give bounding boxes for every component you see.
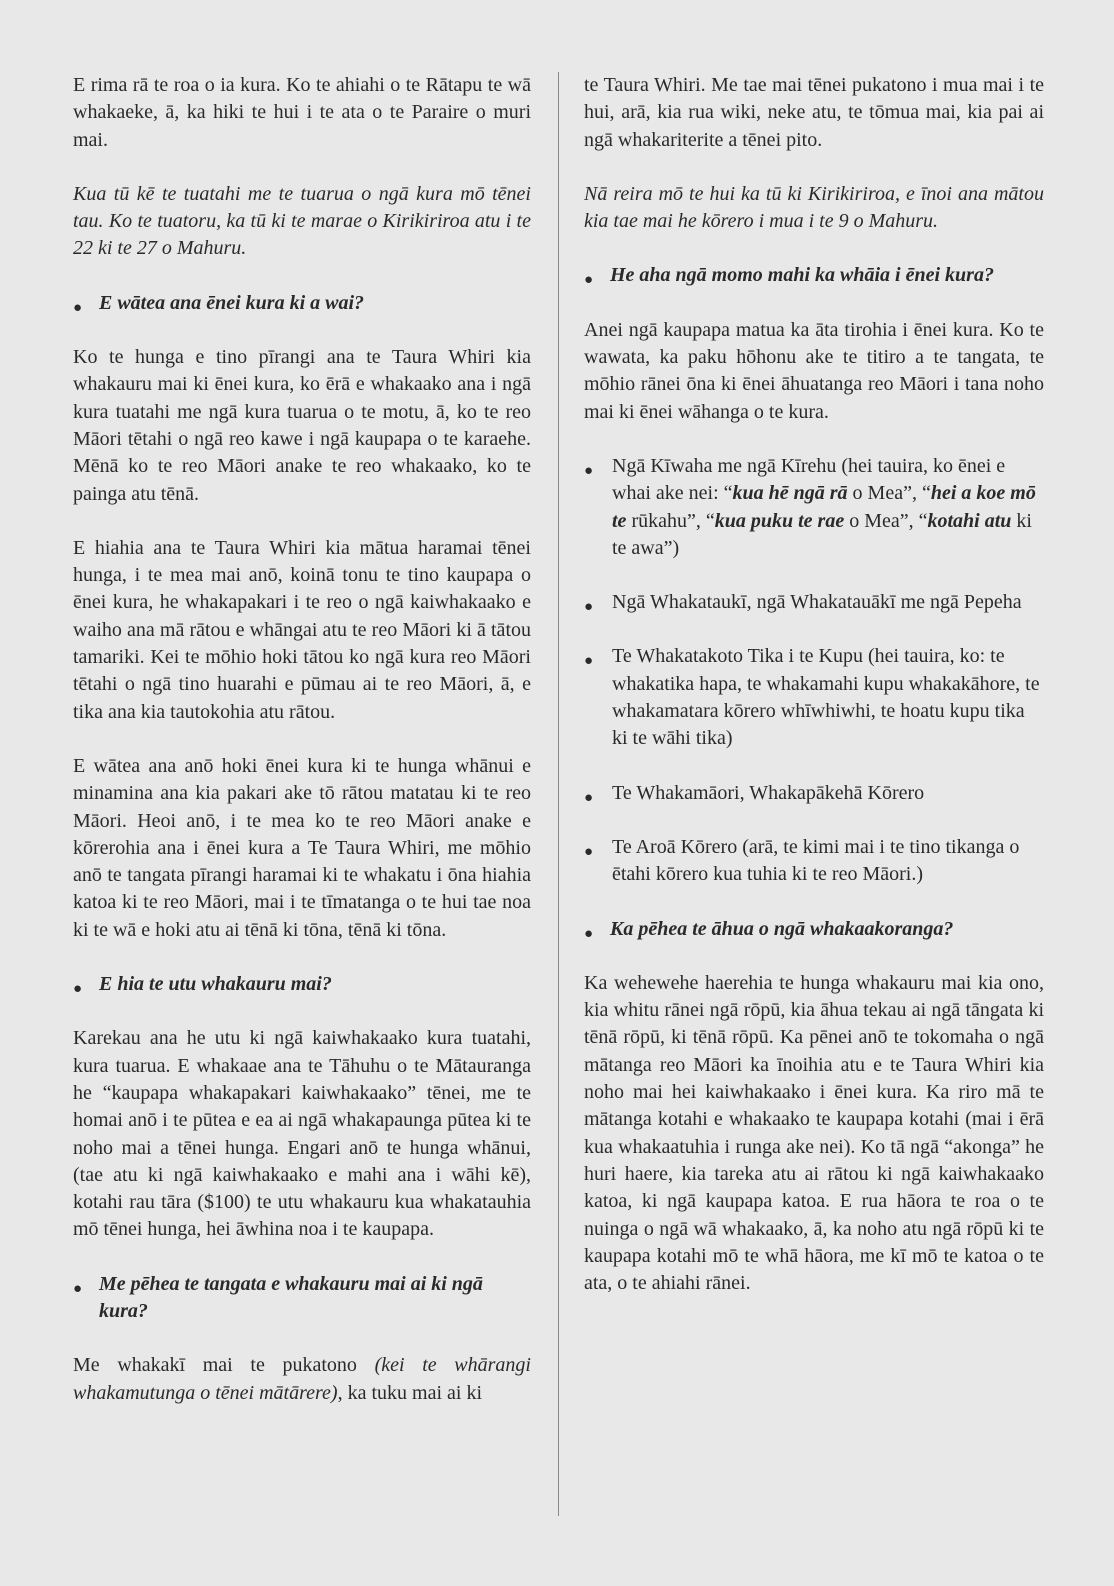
bullet-icon: ●	[584, 843, 594, 860]
bullet-icon: ●	[584, 653, 594, 670]
paragraph-general-public: E wātea ana anō hoki ēnei kura ki te hunga whānui e minamina ana kia pakari ake tō rātou matatau ki te reo Māori. Heoi anō, i te mea ko te reo Māori anake e kōrerohia ana i ēnei kura a Te Taura Whiri, me mōhio anō te tangata pīrangi haramai ki te whakatu i ōna hiahia katoa ki te reo Māori, mai i te tīmatanga o te hui tae noa ki te wā e hoki atu ai tēnā ki tōna, tēnā ki tōna.	[73, 754, 531, 941]
paragraph-schedule: Kua tū kē te tuatahi me te tuarua o ngā kura mō tēnei tau. Ko te tuatoru, ka tū ki te marae o Kirikiriroa atu i te 22 ki te 27 o Mahuru.	[73, 182, 531, 260]
heading-who-eligible: ● E wātea ana ēnei kura ki a wai?	[73, 290, 531, 317]
paragraph-purpose: E hiahia ana te Taura Whiri kia mātua haramai tēnei hunga, i te mea mai anō, koinā tonu te tino kaupapa o ēnei kura, he whakapakari i te reo o ngā kaiwhakaako e waiho ana mā rātou e whāngai atu te reo Māori ki ā tātou tamariki. Kei te mōhio hoki tātou ko ngā kura reo Māori tētahi o ngā tino huarahi e pūmau ai te reo Māori, ā, e tika ana kia tautokohia atu rātou.	[73, 536, 531, 723]
paragraph-form-deadline: te Taura Whiri. Me tae mai tēnei pukatono i mua mai i te hui, arā, kia rua wiki, neke atu, te tōmua mai, kia pai ai ngā whakariterite a tēnei pito.	[584, 74, 1044, 151]
bullet-icon: ●	[584, 925, 594, 942]
bullet-icon: ●	[73, 981, 83, 998]
heading-how-to-enrol: ● Me pēhea te tangata e whakauru mai ai ki ngā kura?	[73, 1272, 483, 1322]
paragraph-groups: Ka wehewehe haerehia te hunga whakauru mai kia ono, kia whitu rānei ngā rōpū, kia āhua tekau ai ngā tāngata ki tēnā rōpū, ki tēnā rōpū. Ka pēnei anō te tokomaha o ngā mātanga reo Māori ka īnoihia atu e te Taura Whiri kia noho mai hei kaiwhakaako i ēnei kura. Ka riro mā te mātanga kotahi e whakaako te kaupapa kotahi (mai i ērā kua whakaatuhia i runga ake nei). Ko tā ngā “akonga” he huri haere, kia tareka atu ai rātou ki ngā kaiwhakaako katoa, ki ngā kaupapa katoa. E rua hāora te roa o te nuinga o ngā wā whakaako, ā, ka noho atu ngā rōpū ki te kaupapa kotahi mō te whā hāora, me kī mō te katoa o te ata, o te ahiahi rānei.	[584, 971, 1044, 1295]
bullet-icon: ●	[584, 789, 594, 806]
paragraph-target-group: Ko te hunga e tino pīrangi ana te Taura Whiri kia whakauru mai ki ēnei kura, ko ērā e whakaako ana i ngā kura tuatahi me ngā kura tuarua o te motu, ā, ko te reo Māori tētahi o ngā reo kawe i ngā kaupapa o te karaehe. Mēnā ko te reo Māori anake te reo whakaako, ko te painga atu tēnā.	[73, 346, 531, 505]
bullet-icon: ●	[584, 272, 594, 289]
heading-teaching-format: ● Ka pēhea te āhua o ngā whakaakoranga?	[584, 916, 1044, 943]
bullet-icon: ●	[73, 1280, 83, 1297]
paragraph-fee: Karekau ana he utu ki ngā kaiwhakaako kura tuatahi, kura tuarua. E whakaae ana te Tāhuhu o te Mātauranga he “kaupapa whakapakari kaiwhakaako” tēnei, me te homai anō i te pūtea e ea ai ngā whakapaunga pūtea ki te noho mai a tēnei hunga. Engari anō te hunga whānui, (tae atu ki ngā kaiwhakaako e mahi ana i wāhi kē), kotahi rau tāra ($100) te utu whakauru kua whakatauhia mō tēnei hunga, hei āwhina noa i te kaupapa.	[73, 1027, 531, 1241]
list-item: ● Ngā Kīwaha me ngā Kīrehu (hei tauira, ko ēnei e whai ake nei: “kua hē ngā rā o Mea”, “hei a koe mō te rūkahu”, “kua puku te rae o Mea”, “kotahi atu ki te awa”)	[584, 454, 1036, 559]
heading-activities: ● He aha ngā momo mahi ka whāia i ēnei kura?	[584, 262, 1044, 289]
list-item: ● Ngā Whakataukī, ngā Whakatauākī me ngā Pepeha	[584, 589, 1044, 616]
bullet-icon: ●	[584, 462, 594, 479]
right-column	[584, 72, 1044, 1297]
paragraph-enrolment: Me whakakī mai te pukatono (kei te whārangi whakamutunga o tēnei mātārere), ka tuku mai ai ki	[73, 1354, 531, 1404]
bullet-icon: ●	[584, 599, 594, 616]
left-column	[73, 72, 531, 1407]
bullet-icon: ●	[73, 299, 83, 316]
list-item: ● Te Whakamāori, Whakapākehā Kōrero	[584, 780, 1044, 807]
column-divider	[558, 72, 559, 1516]
list-item: ● Te Whakatakoto Tika i te Kupu (hei tauira, ko: te whakatika hapa, te whakamahi kupu whakakāhore, te whakamatara kōrero whīwhiwhi, te hoatu kupu tika ki te wāhi tika)	[584, 645, 1040, 750]
heading-fee: ● E hia te utu whakauru mai?	[73, 971, 531, 998]
paragraph-hamilton-deadline: Nā reira mō te hui ka tū ki Kirikiriroa, e īnoi ana mātou kia tae mai he kōrero i mua i te 9 o Mahuru.	[584, 182, 1044, 233]
paragraph-duration: E rima rā te roa o ia kura. Ko te ahiahi o te Rātapu te wā whakaeke, ā, ka hiki te hui i te ata o te Paraire o muri mai.	[73, 74, 531, 151]
list-item: ● Te Aroā Kōrero (arā, te kimi mai i te tino tikanga o ētahi kōrero kua tuhia ki te reo Māori.)	[584, 835, 1020, 886]
paragraph-topics: Anei ngā kaupapa matua ka āta tirohia i ēnei kura. Ko te wawata, ka paku hōhonu ake te titiro a te tangata, te mōhio rānei ōna ki ēnei āhuatanga reo Māori i tana noho mai ki ēnei wāhanga o te kura.	[584, 318, 1044, 423]
